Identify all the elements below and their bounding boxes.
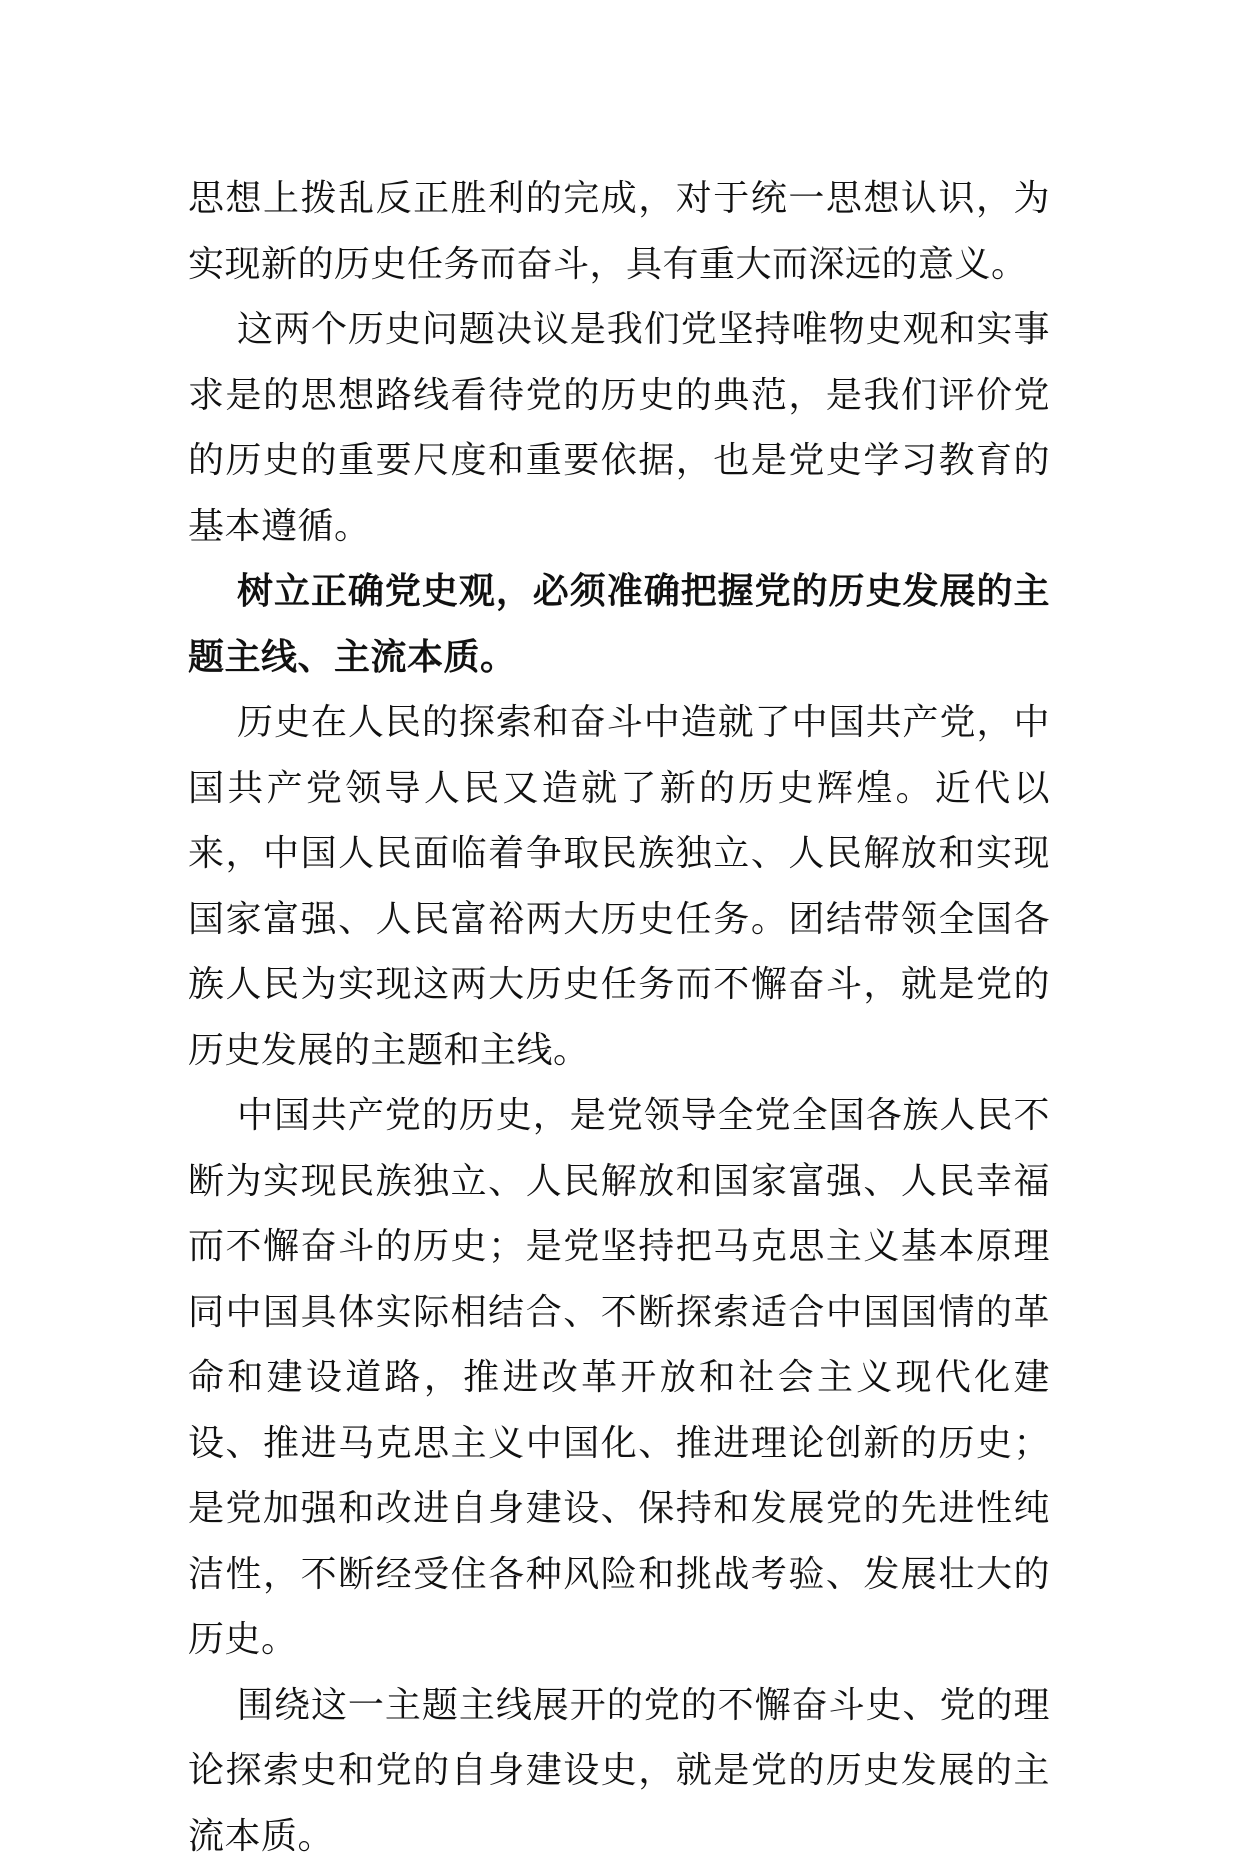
- paragraph-continuation: 思想上拨乱反正胜利的完成，对于统一思想认识，为实现新的历史任务而奋斗，具有重大而深远的意义。: [188, 166, 1050, 297]
- paragraph-party-history: 中国共产党的历史，是党领导全党全国各族人民不断为实现民族独立、人民解放和国家富强、人民幸福而不懈奋斗的历史；是党坚持把马克思主义基本原理同中国具体实际相结合、不断探索适合中国国情的革命和建设道路，推进改革开放和社会主义现代化建设、推进马克思主义中国化、推进理论创新的历史；是党加强和改进自身建设、保持和发展党的先进性纯洁性，不断经受住各种风险和挑战考验、发展壮大的历史。: [188, 1083, 1050, 1673]
- document-body: [188, 166, 1050, 1869]
- paragraph-mainstream-essence: 围绕这一主题主线展开的党的不懈奋斗史、党的理论探索史和党的自身建设史，就是党的历史发展的主流本质。: [188, 1673, 1050, 1869]
- paragraph-resolutions: 这两个历史问题决议是我们党坚持唯物史观和实事求是的思想路线看待党的历史的典范，是我们评价党的历史的重要尺度和重要依据，也是党史学习教育的基本遵循。: [188, 297, 1050, 559]
- paragraph-history-theme: 历史在人民的探索和奋斗中造就了中国共产党，中国共产党领导人民又造就了新的历史辉煌。近代以来，中国人民面临着争取民族独立、人民解放和实现国家富强、人民富裕两大历史任务。团结带领全国各族人民为实现这两大历史任务而不懈奋斗，就是党的历史发展的主题和主线。: [188, 690, 1050, 1083]
- paragraph-heading-bold: 树立正确党史观，必须准确把握党的历史发展的主题主线、主流本质。: [188, 559, 1050, 690]
